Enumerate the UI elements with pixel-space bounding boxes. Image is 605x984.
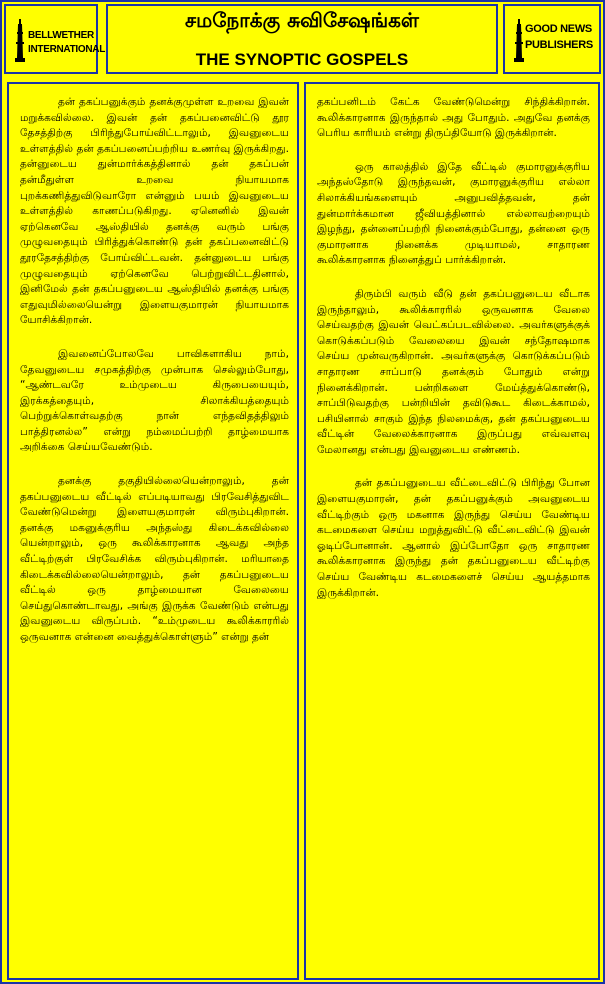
- right-column: [304, 82, 600, 980]
- bellwether-line2: INTERNATIONAL: [28, 44, 106, 55]
- left-column: [7, 82, 299, 980]
- paragraph: தன் தகப்பனுடைய வீட்டைவிட்டு பிரிந்து போன இளையகுமாரன், தன் தகப்பனுக்கும் அவனுடைய வீட்டிற்கும் ஒரு மகனாக இருந்து செய்ய வேண்டிய கடமைகளை செய்ய மறுத்துவிட்டு வீட்டைவிட்டு இவன் ஓடிப்போனான். ஆனால் இப்போதோ ஒரு சாதாரண கூலிக்காரனாக இருந்து தன் தகப்பனுடைய வீட்டிற்கு செய்ய வேண்டிய கடமைகளைச் செய்ய ஆயத்தமாக இருக்கிறான்.: [317, 477, 590, 599]
- bellwether-tower-icon: [14, 18, 26, 62]
- paragraph: தன் தகப்பனுக்கும் தனக்குமுள்ள உறவை இவன் மறுக்கவில்லை. இவன் தன் தகப்பனைவிட்டு தூர தேசத்திற்கு பிரிந்துபோய்விட்டாலும், இவனுடைய உள்ளத்தில் தன் தகப்பனைப்பற்றிய உணர்வு இருக்கிறது. தன்னுடைய துன்மார்க்கத்தினால் தன் தகப்பன் தன்மீதுள்ள உறவை நியாயமாக புறக்கணித்துவிடுவாரோ என்னும் பயம் இவனுடைய உள்ளத்தில் காணப்படுகிறது. ஏனெனில் இவன் ஏற்கெனவே ஆஸ்தியில் தனக்கு வரும் பங்கு முழுவதையும் பிரித்துக்கொண்டு தன் தகப்பனைவிட்டு தூரதேசத்திற்கு போய்விட்டவன். தன்னுடைய பங்கு முழுவதையும் ஏற்கெனவே பெற்றுவிட்டதினால், இனிமேல் தன் தகப்பனுடைய ஆஸ்தியில் தனக்கு பங்கு எதுவுமில்லையென்று இளையகுமாரன் நியாயமாக யோசிக்கிறான்.: [20, 96, 289, 327]
- paragraph: தனக்கு தகுதியில்லையென்றாலும், தன் தகப்பனுடைய வீட்டில் எப்படியாவது பிரவேசித்துவிட வேண்டுமென்று இளையகுமாரன் விரும்புகிறான். தனக்கு மகனுக்குரிய அந்தஸ்து கிடைக்கவில்லை யென்றாலும், ஒரு கூலிக்காரனாக ஆவது அந்த வீட்டிற்குள் பிரவேசிக்க விரும்புகிறான். மரியாதை கிடைக்கவில்லையென்றாலும், தன் தகப்பனுடைய வீட்டில் ஒரு தாழ்மையான வேலையை செய்துகொண்டாவது, அங்கு இருக்க வேண்டும் என்பது இவனுடைய விருப்பம். “உம்முடைய கூலிக்காரரில் ஒருவனாக என்னை வைத்துக்கொள்ளும்” என்று தன்: [20, 475, 289, 643]
- paragraph: தகப்பனிடம் கேட்க வேண்டுமென்று சிந்திக்கிறான். கூலிக்காரனாக இருந்தால் அது போதும். அதுவே தனக்கு பெரிய காரியம் என்று திருப்தியோடு இருக்கிறான்.: [317, 96, 590, 140]
- bellwether-logo: [6, 6, 106, 72]
- good-news-line2: PUBLISHERS: [525, 39, 593, 51]
- good-news-logo-box: [503, 4, 601, 74]
- header: [2, 2, 603, 77]
- paragraph: ஒரு காலத்தில் இதே வீட்டில் குமாரனுக்குரிய அந்தஸ்தோடு இருந்தவன், குமாரனுக்குரிய எல்லா சிலாக்கியங்களையும் அனுபவித்தவன், தன் துன்மார்க்கமான ஜீவியத்தினால் எல்லாவற்றையும் இழந்து, தன்னைப்பற்றி நினைக்கும்போது, தன்னை ஒரு குமாரனாக நினைக்க முடியாமல், சாதாரண கூலிக்காரனாக நினைத்துப் பார்க்கிறான்.: [317, 160, 590, 267]
- paragraph: இவனைப்போலவே பாவிகளாகிய நாம், தேவனுடைய சமுகத்திற்கு முன்பாக செல்லும்போது, “ஆண்டவரே உம்முடைய கிருபையையும், இரக்கத்தையும், சிலாக்கியத்தையும் பெற்றுக்கொள்வதற்கு நான் எந்தவிதத்திலும் பாத்திரனல்ல” என்று நம்மைப்பற்றி தாழ்மையாக அறிக்கை செய்யவேண்டும்.: [20, 347, 289, 454]
- good-news-line1: GOOD NEWS: [525, 23, 592, 35]
- english-title: THE SYNOPTIC GOSPELS: [195, 50, 409, 69]
- tamil-title: சமநோக்கு சுவிசேஷங்கள்: [185, 8, 419, 32]
- paragraph: திரும்பி வரும் வீடு தன் தகப்பனுடைய வீடாக இருந்தாலும், கூலிக்காரரில் ஒருவனாக வேலை செய்வதற்கு இவன் வெட்கப்படவில்லை. அவர்களுக்குக் கொடுக்கப்படும் வேலையை இவன் சந்தோஷமாக செய்ய முன்வருகிறான். அவர்களுக்கு கொடுக்கப்படும் சாதாரண சாப்பாடு தனக்கும் போதும் என்று நினைக்கிறான். பன்றிகளை மேய்த்துக்கொண்டு, சாப்பிடுவதற்கு பன்றியின் தவிடுகூட கிடைக்காமல், பசியினால் சாகும் இந்த நிலமைக்கு, தன் தகப்பனுடைய வீட்டின் வேலைக்காரனாக இருப்பது எவ்வளவு மேலானது என்பது இவனுடைய எண்ணம்.: [317, 287, 590, 456]
- good-news-logo: [505, 6, 599, 72]
- bellwether-line1: BELLWETHER: [28, 30, 94, 41]
- title-box: [106, 4, 498, 74]
- good-news-tower-icon: [513, 18, 525, 62]
- bellwether-logo-box: [4, 4, 106, 74]
